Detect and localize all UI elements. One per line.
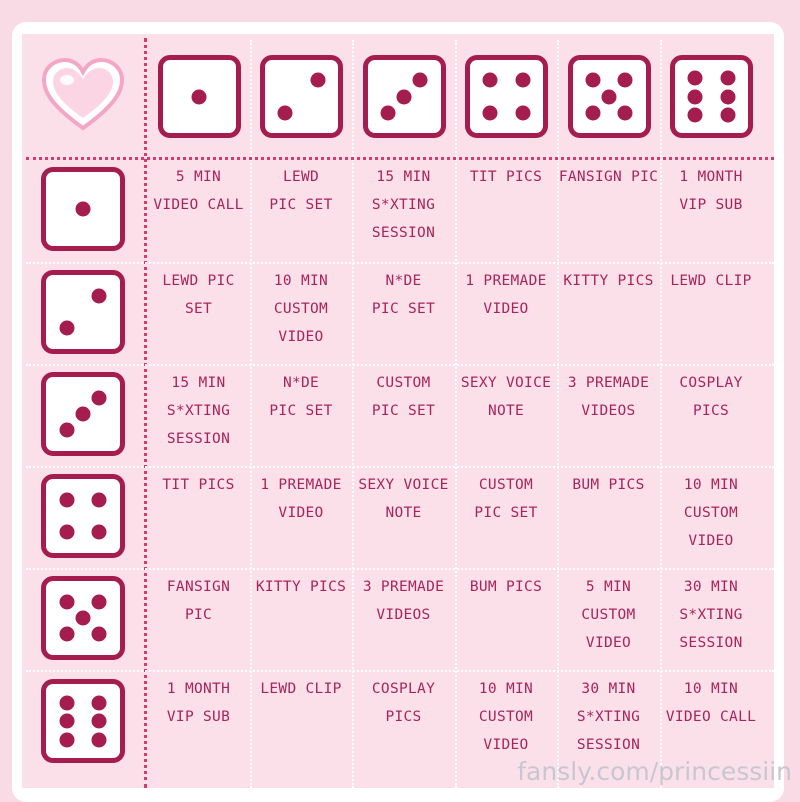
pip bbox=[92, 714, 107, 729]
heart-icon bbox=[42, 58, 124, 132]
pip bbox=[585, 105, 600, 120]
column-die-6 bbox=[670, 55, 753, 138]
pip bbox=[92, 525, 107, 540]
pip bbox=[59, 695, 74, 710]
grid-cell: SEXY VOICE NOTE bbox=[358, 477, 449, 521]
pip bbox=[688, 89, 703, 104]
row-die-5 bbox=[41, 576, 125, 660]
grid-cell: LEWD PIC SET bbox=[162, 273, 235, 317]
pip bbox=[602, 89, 617, 104]
grid-cell: FANSIGN PIC bbox=[166, 579, 231, 623]
row-die-4 bbox=[41, 474, 125, 558]
pip bbox=[720, 107, 735, 122]
grid-cell: 3 PREMADE VIDEOS bbox=[362, 579, 445, 623]
pip bbox=[515, 73, 530, 88]
grid-cell: 10 MIN CUSTOM VIDEO bbox=[273, 273, 329, 345]
pip bbox=[92, 390, 107, 405]
pip bbox=[59, 732, 74, 747]
grid-cell: COSPLAY PICS bbox=[679, 375, 743, 419]
grid-cell: CUSTOM PIC SET bbox=[371, 375, 436, 419]
grid-cell: 5 MIN VIDEO CALL bbox=[153, 169, 244, 213]
grid-cell: 1 MONTH VIP SUB bbox=[679, 169, 743, 213]
grid-cell: 10 MIN VIDEO CALL bbox=[665, 681, 757, 725]
row-die-3 bbox=[41, 372, 125, 456]
pip bbox=[413, 73, 428, 88]
grid-cell: 30 MIN S*XTING SESSION bbox=[679, 579, 743, 651]
grid-cell: SEXY VOICE NOTE bbox=[460, 375, 552, 419]
pip bbox=[92, 492, 107, 507]
watermark: fansly.com/princessiin bbox=[517, 757, 792, 786]
pip bbox=[76, 407, 91, 422]
pip bbox=[59, 321, 74, 336]
row-die-2 bbox=[41, 270, 125, 354]
pip bbox=[278, 105, 293, 120]
main-divider-horizontal bbox=[26, 157, 774, 160]
pip bbox=[192, 89, 207, 104]
grid-cell: N*DE PIC SET bbox=[269, 375, 333, 419]
column-die-2 bbox=[260, 55, 343, 138]
grid-cell: LEWD CLIP bbox=[670, 273, 752, 289]
pip bbox=[397, 89, 412, 104]
grid-cell: 5 MIN CUSTOM VIDEO bbox=[581, 579, 636, 651]
grid-cell: BUM PICS bbox=[572, 477, 645, 493]
pip bbox=[618, 105, 633, 120]
grid-cell: CUSTOM PIC SET bbox=[474, 477, 538, 521]
pip bbox=[59, 423, 74, 438]
row-divider bbox=[26, 670, 774, 672]
pip bbox=[618, 73, 633, 88]
grid-cell: 30 MIN S*XTING SESSION bbox=[576, 681, 641, 753]
pip bbox=[92, 288, 107, 303]
grid-cell: 15 MIN S*XTING SESSION bbox=[166, 375, 231, 447]
pip bbox=[92, 594, 107, 609]
pip bbox=[92, 627, 107, 642]
pip bbox=[59, 627, 74, 642]
column-die-3 bbox=[363, 55, 446, 138]
grid-cell: 15 MIN S*XTING SESSION bbox=[371, 169, 436, 241]
grid-cell: FANSIGN PIC bbox=[558, 169, 659, 185]
grid-cell: 3 PREMADE VIDEOS bbox=[567, 375, 650, 419]
row-die-1 bbox=[41, 167, 125, 251]
pip bbox=[59, 525, 74, 540]
pip bbox=[59, 492, 74, 507]
row-divider bbox=[26, 262, 774, 264]
grid-cell: LEWD CLIP bbox=[260, 681, 342, 697]
grid-cell: 1 PREMADE VIDEO bbox=[465, 273, 547, 317]
pip bbox=[688, 71, 703, 86]
row-divider bbox=[26, 364, 774, 366]
pip bbox=[688, 107, 703, 122]
grid-cell: 1 MONTH VIP SUB bbox=[166, 681, 231, 725]
grid-cell: LEWD PIC SET bbox=[269, 169, 333, 213]
pip bbox=[92, 695, 107, 710]
grid-cell: COSPLAY PICS bbox=[371, 681, 436, 725]
pip bbox=[483, 73, 498, 88]
pip bbox=[76, 202, 91, 217]
grid-cell: 10 MIN CUSTOM VIDEO bbox=[683, 477, 739, 549]
pip bbox=[92, 732, 107, 747]
pip bbox=[310, 73, 325, 88]
column-die-1 bbox=[158, 55, 241, 138]
column-die-4 bbox=[465, 55, 548, 138]
grid-cell: TIT PICS bbox=[162, 477, 235, 493]
pip bbox=[585, 73, 600, 88]
pip bbox=[720, 89, 735, 104]
grid-cell: 10 MIN CUSTOM VIDEO bbox=[478, 681, 534, 753]
pip bbox=[76, 611, 91, 626]
grid-cell: BUM PICS bbox=[469, 579, 543, 595]
pip bbox=[515, 105, 530, 120]
pip bbox=[59, 594, 74, 609]
grid-cell: TIT PICS bbox=[469, 169, 543, 185]
grid-cell: N*DE PIC SET bbox=[371, 273, 436, 317]
grid-cell: 1 PREMADE VIDEO bbox=[260, 477, 342, 521]
row-die-6 bbox=[41, 679, 125, 763]
pip bbox=[59, 714, 74, 729]
row-divider bbox=[26, 466, 774, 468]
pip bbox=[483, 105, 498, 120]
row-divider bbox=[26, 568, 774, 570]
pip bbox=[380, 105, 395, 120]
grid-cell: KITTY PICS bbox=[255, 579, 347, 595]
grid-cell: KITTY PICS bbox=[563, 273, 654, 289]
pip bbox=[720, 71, 735, 86]
column-die-5 bbox=[568, 55, 651, 138]
